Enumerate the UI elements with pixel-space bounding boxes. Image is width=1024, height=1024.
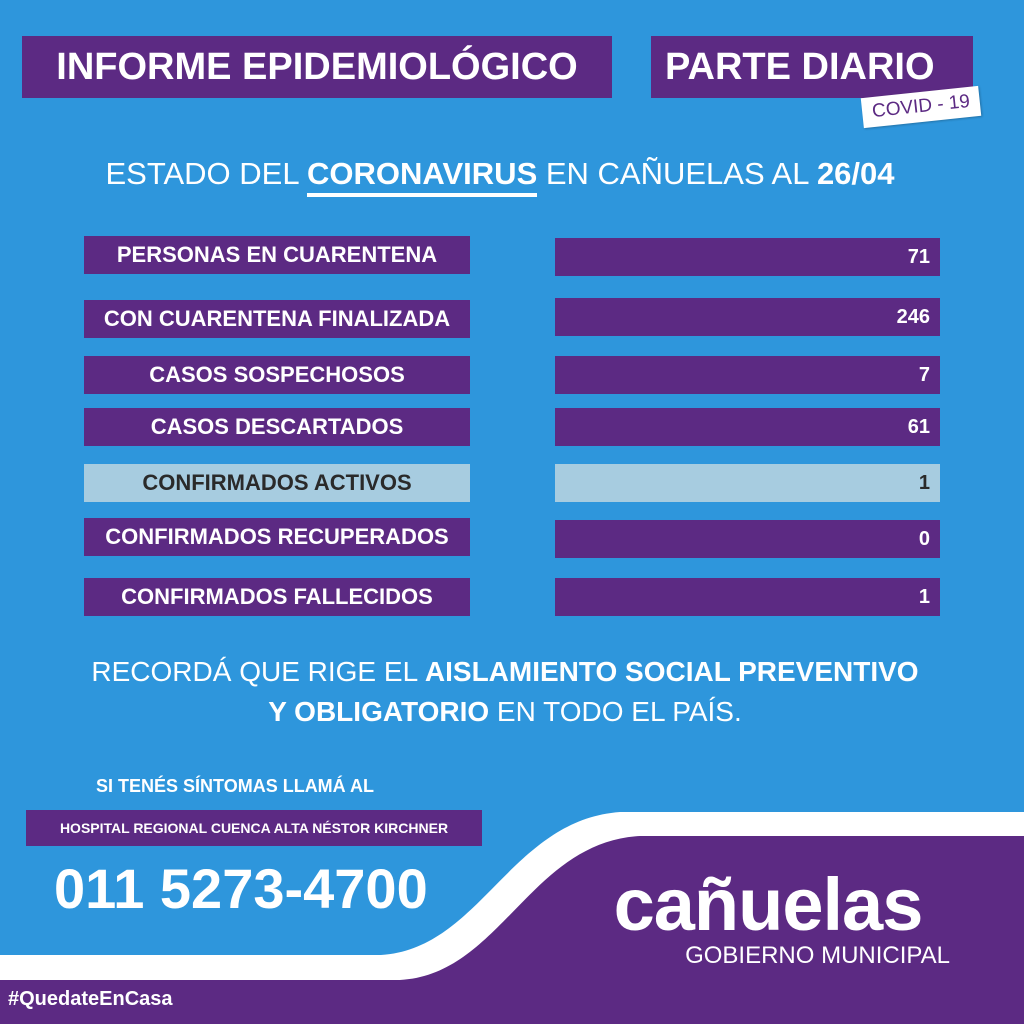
status-middle: EN CAÑUELAS AL (537, 156, 817, 191)
covid-tag: COVID - 19 (861, 86, 982, 128)
reminder-part1: RECORDÁ QUE RIGE EL (91, 656, 425, 687)
stat-label-descartados: CASOS DESCARTADOS (84, 408, 470, 446)
symptoms-prompt: SI TENÉS SÍNTOMAS LLAMÁ AL (96, 776, 375, 796)
reminder-line-1 (0, 652, 1010, 692)
phone-number[interactable]: 011 5273-4700 (54, 857, 428, 920)
status-date: 26/04 (816, 156, 895, 191)
reminder-part2: EN TODO EL PAÍS. (489, 696, 742, 727)
stat-value-descartados: 61 (555, 408, 940, 446)
stat-value-sospechosos: 7 (555, 356, 940, 394)
stat-value-activos: 1 (555, 464, 940, 502)
stat-label-cuarentena: PERSONAS EN CUARENTENA (84, 236, 470, 274)
stat-label-recuperados: CONFIRMADOS RECUPERADOS (84, 518, 470, 556)
title-informe: INFORME EPIDEMIOLÓGICO (22, 36, 612, 98)
title-parte-diario: PARTE DIARIO (651, 36, 973, 98)
reminder-bold1: AISLAMIENTO SOCIAL PREVENTIVO (424, 656, 919, 687)
stat-label-activos: CONFIRMADOS ACTIVOS (84, 464, 470, 502)
stat-value-recuperados: 0 (555, 520, 940, 558)
reminder-bold2: Y OBLIGATORIO (268, 696, 490, 727)
hospital-name: HOSPITAL REGIONAL CUENCA ALTA NÉSTOR KIRCHNER (26, 810, 482, 846)
stat-label-sospechosos: CASOS SOSPECHOSOS (84, 356, 470, 394)
brand-subtitle: GOBIERNO MUNICIPAL (685, 942, 950, 969)
hashtag[interactable]: #QuedateEnCasa (8, 988, 173, 1010)
brand-logo: cañuelas (613, 863, 923, 946)
stat-label-finalizada: CON CUARENTENA FINALIZADA (84, 300, 470, 338)
stat-value-finalizada: 246 (555, 298, 940, 336)
status-line (0, 156, 1000, 197)
reminder-line-2 (0, 692, 1010, 732)
stat-value-fallecidos: 1 (555, 578, 940, 616)
stat-label-fallecidos: CONFIRMADOS FALLECIDOS (84, 578, 470, 616)
status-prefix: ESTADO DEL (105, 156, 308, 191)
status-keyword: CORONAVIRUS (307, 157, 537, 197)
stat-value-cuarentena: 71 (555, 238, 940, 276)
